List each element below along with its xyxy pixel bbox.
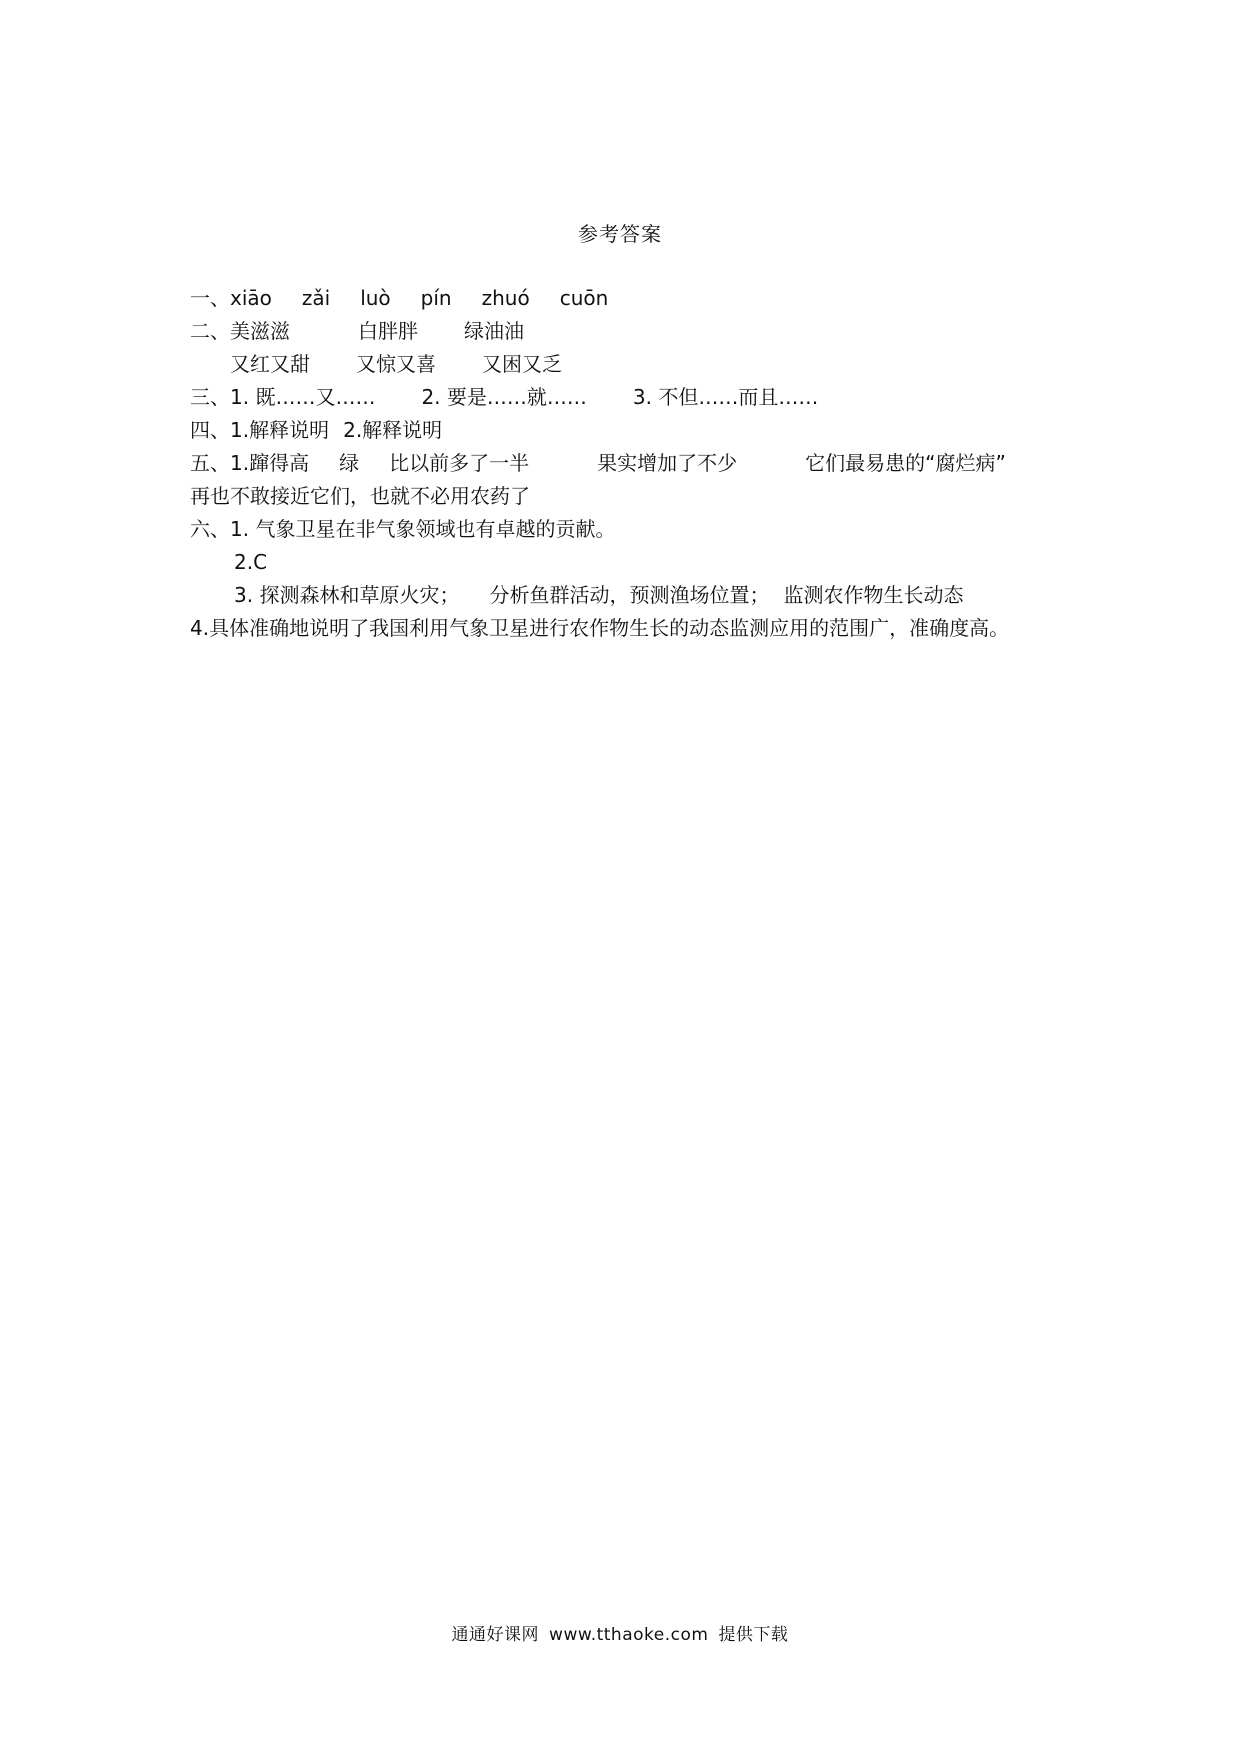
footer-url: www.tthaoke.com	[549, 1625, 709, 1645]
word-item: 绿油油	[464, 319, 524, 343]
answer-section-6-item-3	[190, 579, 1070, 612]
section-label: 六、	[190, 517, 230, 541]
answer-section-2-row-2	[190, 348, 1070, 381]
page-title: 参考答案	[578, 222, 662, 246]
answer-item: 它们最易患的“腐烂病”	[805, 451, 1006, 475]
answer-item: 2. 要是……就……	[421, 385, 587, 409]
answer-item: 比以前多了一半	[389, 451, 530, 475]
pinyin-item: zǎi	[301, 286, 331, 310]
answer-item: 1.解释说明	[230, 418, 330, 442]
pinyin-item: zhuó	[481, 286, 530, 310]
answer-content	[190, 282, 1070, 645]
section-label: 一、	[190, 286, 230, 310]
answer-item: 监测农作物生长动态	[783, 583, 964, 607]
word-item: 又红又甜	[230, 352, 310, 376]
section-label: 二、	[190, 319, 230, 343]
answer-section-1	[190, 282, 1070, 315]
section-label: 四、	[190, 418, 230, 442]
answer-item: 分析鱼群活动，预测渔场位置；	[489, 583, 770, 607]
section-label: 三、	[190, 385, 230, 409]
pinyin-item: pín	[420, 286, 452, 310]
answer-item: 绿	[339, 451, 360, 475]
answer-section-5	[190, 447, 1070, 480]
footer-site-name: 通通好课网	[451, 1625, 540, 1645]
answer-section-6	[190, 513, 1070, 546]
word-item: 又困又乏	[482, 352, 562, 376]
answer-section-6-item-4: 4.具体准确地说明了我国利用气象卫星进行农作物生长的动态监测应用的范围广，准确度高。	[190, 616, 1010, 640]
footer-note: 提供下载	[718, 1625, 789, 1645]
answer-section-3	[190, 381, 1070, 414]
pinyin-item: cuōn	[559, 286, 609, 310]
answer-item: 1. 气象卫星在非气象领域也有卓越的贡献。	[230, 517, 616, 541]
answer-item: 3. 探测森林和草原火灾；	[234, 583, 460, 607]
word-item: 美滋滋	[230, 319, 290, 343]
pinyin-item: luò	[360, 286, 391, 310]
page-footer	[0, 1620, 1240, 1645]
answer-section-5-continuation: 再也不敢接近它们，也就不必用农药了	[190, 484, 530, 508]
answer-section-4	[190, 414, 1070, 447]
answer-section-2	[190, 315, 1070, 348]
answer-item: 1. 既……又……	[230, 385, 376, 409]
word-item: 又惊又喜	[356, 352, 436, 376]
answer-section-6-item-2: 2.C	[234, 550, 268, 574]
pinyin-item: xiāo	[230, 286, 272, 310]
answer-item: 1.蹿得高	[230, 451, 310, 475]
answer-item: 3. 不但……而且……	[632, 385, 819, 409]
word-item: 白胖胖	[358, 319, 418, 343]
answer-item: 果实增加了不少	[597, 451, 738, 475]
section-label: 五、	[190, 451, 230, 475]
answer-item: 2.解释说明	[343, 418, 443, 442]
